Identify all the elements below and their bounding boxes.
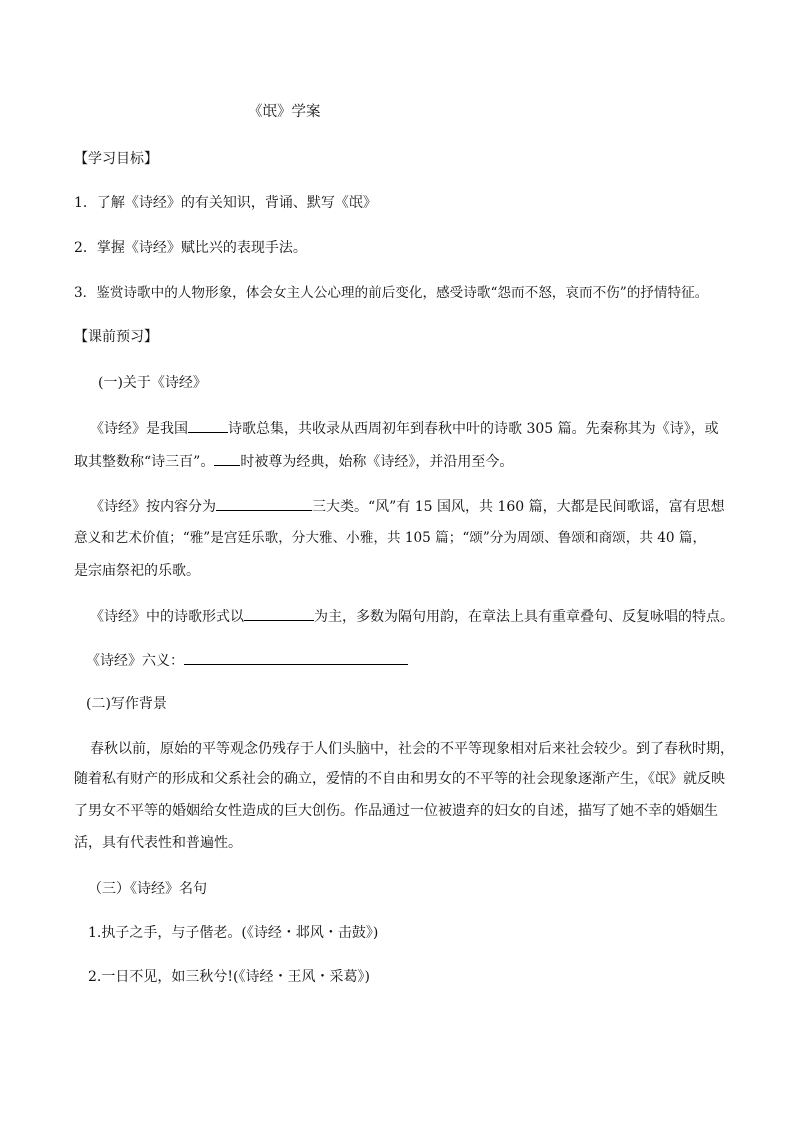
subsection-2-title: (二)写作背景 [86, 696, 167, 712]
p3-line-1 [90, 606, 734, 626]
p2-text-b: 三大类。“风”有 15 国风，共 160 篇，大都是民间歌谣，富有思想 [312, 499, 725, 515]
quote-item-1: 1.执子之手，与子偕老。(《诗经・邶风・击鼓》) [88, 925, 379, 941]
p1-line-2 [74, 451, 513, 471]
fill-blank[interactable] [214, 451, 240, 466]
background-line-1: 春秋以前，原始的平等观念仍残存于人们头脑中，社会的不平等现象相对后来社会较少。到了春秋时期， [90, 741, 734, 757]
fill-blank[interactable] [216, 496, 312, 511]
fill-blank[interactable] [188, 418, 228, 433]
p2-text-a: 《诗经》按内容分为 [90, 499, 216, 515]
fill-blank[interactable] [184, 650, 408, 665]
p4-text-a: 《诗经》六义： [86, 653, 184, 669]
p2-line-3: 是宗庙祭祀的乐歌。 [74, 563, 200, 579]
objective-item-3: 3．鉴赏诗歌中的人物形象，体会女主人公心理的前后变化，感受诗歌“怨而不怒，哀而不伤”的抒情特征。 [74, 285, 709, 301]
subsection-3-title: （三）《诗经》名句 [88, 881, 207, 897]
p2-line-2: 意义和艺术价值；“雅”是宫廷乐歌，分大雅、小雅，共 105 篇；“颂”分为周颂、鲁颂和商颂，共 40 篇， [74, 530, 707, 546]
objective-item-1: 1．了解《诗经》的有关知识，背诵、默写《氓》 [74, 195, 377, 211]
p1-text-c: 取其整数称“诗三百”。 [74, 454, 215, 470]
p3-text-a: 《诗经》中的诗歌形式以 [90, 609, 244, 625]
objectives-header: 【学习目标】 [74, 151, 158, 167]
p1-text-d: 时被尊为经典，始称《诗经》，并沿用至今。 [240, 454, 514, 470]
p1-text-a: 《诗经》是我国 [90, 421, 188, 437]
p1-line-1 [90, 418, 719, 438]
background-line-4: 活，具有代表性和普遍性。 [74, 835, 242, 851]
page-title: 《氓》学案 [248, 104, 321, 120]
p1-text-b: 诗歌总集，共收录从西周初年到春秋中叶的诗歌 305 篇。先秦称其为《诗》，或 [228, 421, 719, 437]
p4-line-1 [86, 650, 408, 670]
background-line-2: 随着私有财产的形成和父系社会的确立，爱情的不自由和男女的不平等的社会现象逐渐产生，《氓》就反映 [74, 771, 725, 787]
p3-text-b: 为主，多数为隔句用韵，在章法上具有重章叠句、反复咏唱的特点。 [314, 609, 734, 625]
background-line-3: 了男女不平等的婚姻给女性造成的巨大创伤。作品通过一位被遗弃的妇女的自述，描写了她不幸的婚姻生 [74, 803, 718, 819]
preview-header: 【课前预习】 [74, 329, 158, 345]
objective-item-2: 2．掌握《诗经》赋比兴的表现手法。 [74, 240, 307, 256]
p2-line-1 [90, 496, 725, 516]
subsection-1-title: (一)关于《诗经》 [98, 375, 207, 391]
fill-blank[interactable] [244, 606, 314, 621]
quote-item-2: 2.一日不见，如三秋兮!(《诗经・王风・采葛》) [88, 969, 370, 985]
